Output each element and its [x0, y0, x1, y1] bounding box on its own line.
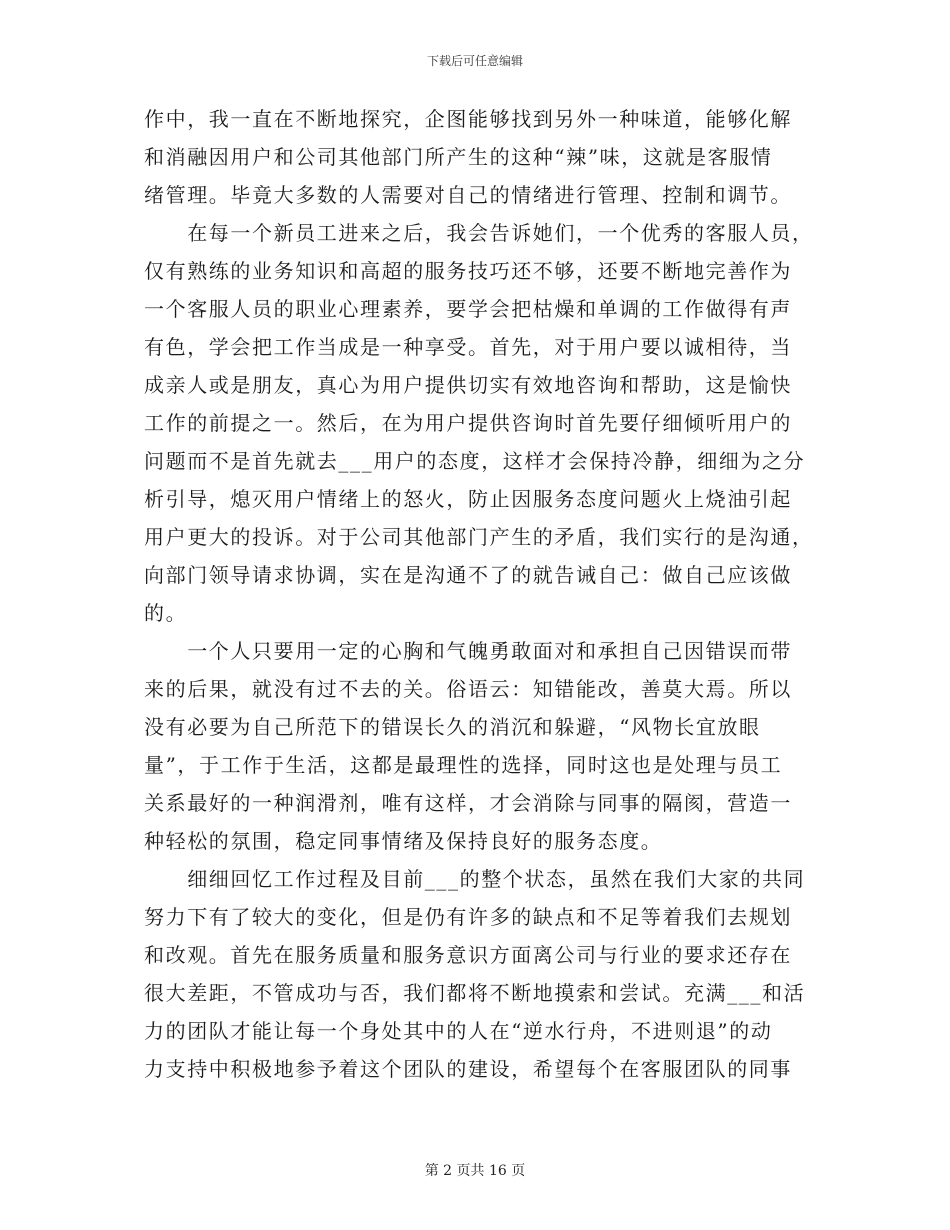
page-footer: 第 2 页共 16 页 — [424, 1163, 526, 1179]
text-line: 种轻松的氛围，稳定同事情绪及保持良好的服务态度。 — [144, 829, 663, 853]
text-line: 工作的前提之一。然后，在为用户提供咨询时首先要仔细倾听用户的 — [144, 411, 792, 435]
text-line: 关系最好的一种润滑剂，唯有这样，才会消除与同事的隔阂，营造一 — [144, 791, 792, 815]
document-body — [144, 100, 814, 1088]
text-line: 成亲人或是朋友，真心为用户提供切实有效地咨询和帮助，这是愉快 — [144, 373, 792, 397]
page-header: 下载后可任意编辑 — [426, 54, 523, 68]
text-line: 和改观。首先在服务质量和服务意识方面离公司与行业的要求还存在 — [144, 943, 792, 967]
text-line: 有色，学会把工作当成是一种享受。首先，对于用户要以诚相待，当 — [144, 335, 792, 359]
text-line: 作中，我一直在不断地探究，企图能够找到另外一种味道，能够化解 — [144, 107, 792, 131]
text-line: 量”，于工作于生活，这都是最理性的选择，同时这也是处理与员工 — [144, 753, 783, 777]
text-line: 细细回忆工作过程及目前___的整个状态，虽然在我们大家的共同 — [144, 867, 806, 891]
text-line: 力的团队才能让每一个身处其中的人在“逆水行舟，不进则退”的动 — [144, 1019, 773, 1043]
text-line: 向部门领导请求协调，实在是沟通不了的就告诫自己：做自己应该做 — [144, 563, 792, 587]
text-line: 问题而不是首先就去___用户的态度，这样才会保持冷静，细细为之分 — [144, 449, 806, 473]
text-line: 的。 — [144, 601, 188, 625]
text-line: 没有必要为自己所范下的错误长久的消沉和躲避，“风物长宜放眼 — [144, 715, 761, 739]
text-line: 绪管理。毕竟大多数的人需要对自己的情绪进行管理、控制和调节。 — [144, 183, 792, 207]
text-line: 用户更大的投诉。对于公司其他部门产生的矛盾，我们实行的是沟通， — [144, 525, 814, 549]
text-line: 在每一个新员工进来之后，我会告诉她们，一个优秀的客服人员， — [144, 221, 814, 245]
text-line: 来的后果，就没有过不去的关。俗语云：知错能改，善莫大焉。所以 — [144, 677, 792, 701]
text-line: 和消融因用户和公司其他部门所产生的这种“辣”味，这就是客服情 — [144, 145, 773, 169]
text-line: 析引导，熄灭用户情绪上的怒火，防止因服务态度问题火上烧油引起 — [144, 487, 792, 511]
text-line: 很大差距，不管成功与否，我们都将不断地摸索和尝试。充满___和活 — [144, 981, 806, 1005]
text-line: 一个客服人员的职业心理素养，要学会把枯燥和单调的工作做得有声 — [144, 297, 792, 321]
text-line: 一个人只要用一定的心胸和气魄勇敢面对和承担自己因错误而带 — [144, 639, 792, 663]
text-line: 努力下有了较大的变化，但是仍有许多的缺点和不足等着我们去规划 — [144, 905, 792, 929]
text-line: 仅有熟练的业务知识和高超的服务技巧还不够，还要不断地完善作为 — [144, 259, 792, 283]
text-line: 力支持中积极地参予着这个团队的建设，希望每个在客服团队的同事 — [144, 1057, 792, 1081]
